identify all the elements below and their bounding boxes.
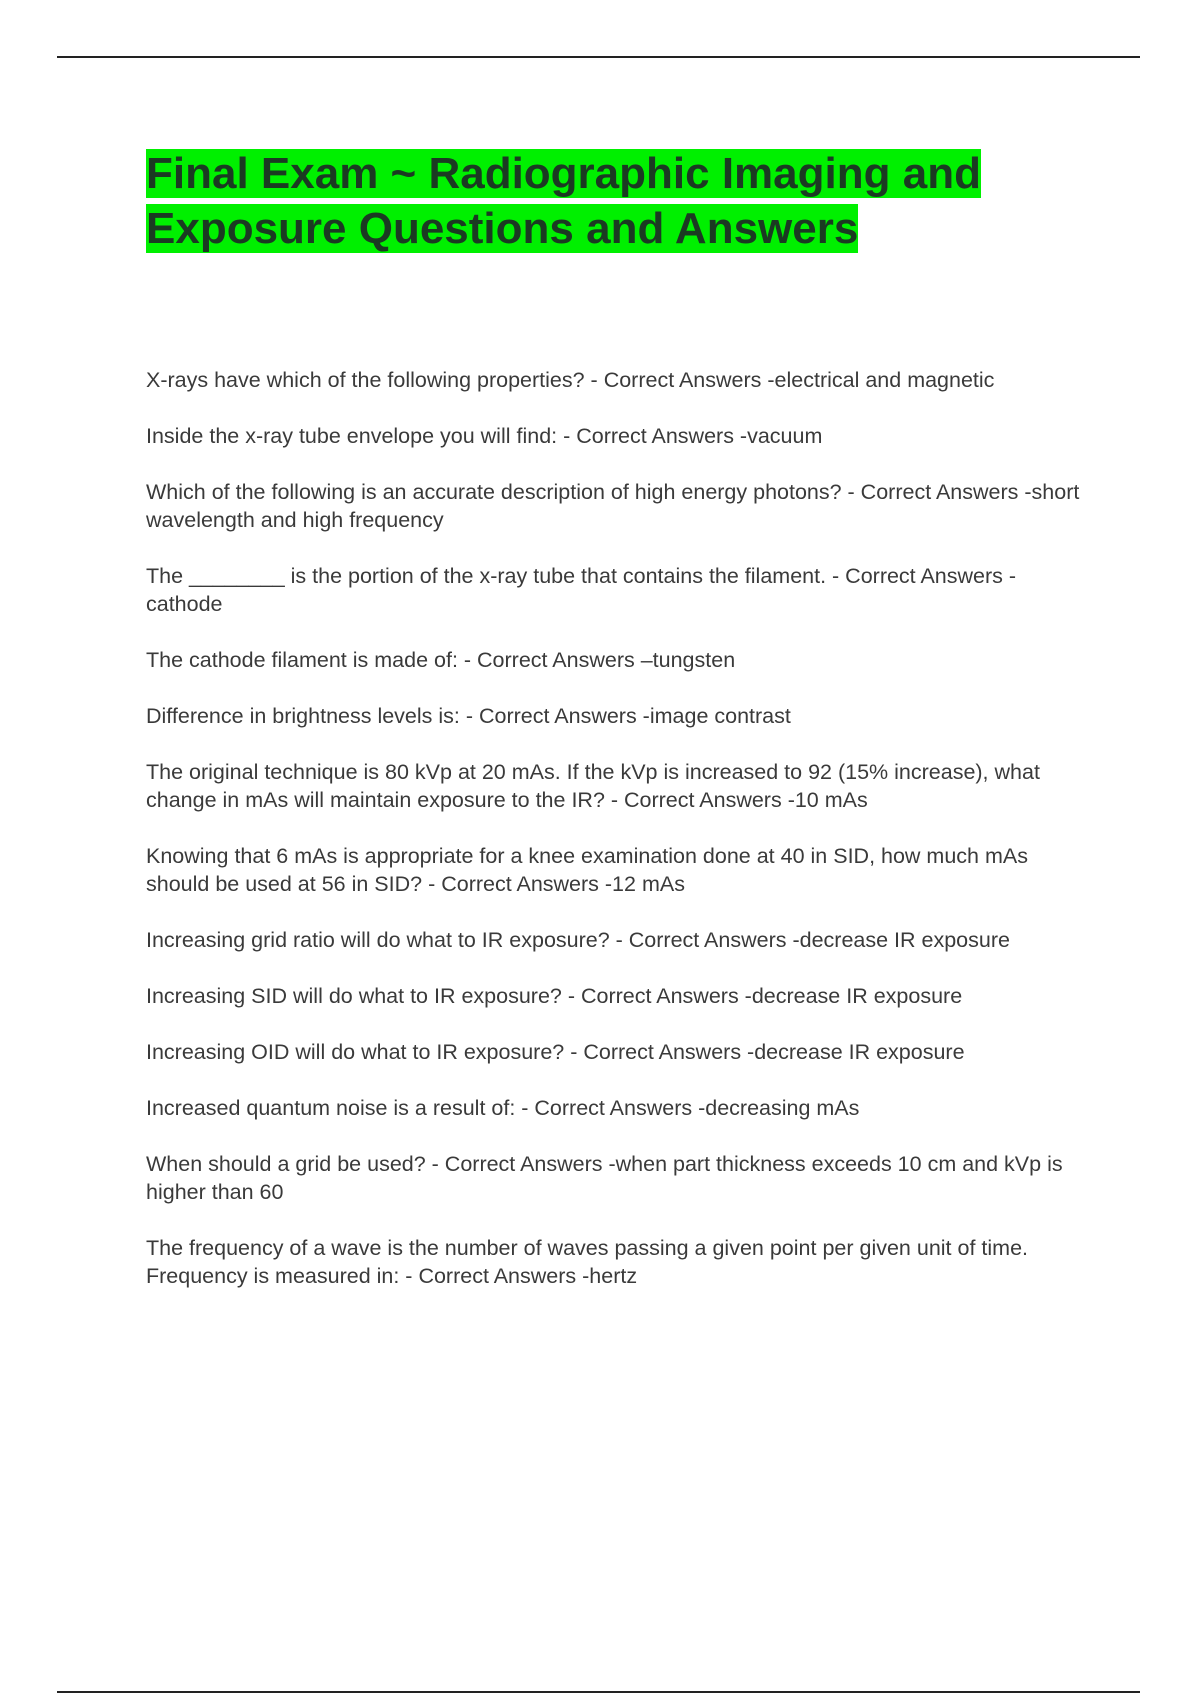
qa-item: When should a grid be used? - Correct Answers -when part thickness exceeds 10 cm and kVp is higher than 60 (146, 1152, 1063, 1204)
qa-item: The frequency of a wave is the number of waves passing a given point per given unit of time. Frequency is measured in: - Correct Answers -hertz (146, 1236, 1028, 1288)
footer-rule (57, 1691, 1140, 1693)
qa-item: X-rays have which of the following properties? - Correct Answers -electrical and magnetic (146, 368, 995, 392)
qa-item: Increasing SID will do what to IR exposure? - Correct Answers -decrease IR exposure (146, 984, 963, 1008)
qa-item: The cathode filament is made of: - Correct Answers –tungsten (146, 648, 736, 672)
document-title (146, 146, 1076, 256)
qa-item: Inside the x-ray tube envelope you will find: - Correct Answers -vacuum (146, 424, 823, 448)
qa-list (146, 366, 1091, 1318)
qa-item: Which of the following is an accurate description of high energy photons? - Correct Answers -short wavelength and high frequency (146, 480, 1080, 532)
title-highlight: Final Exam ~ Radiographic Imaging and Exposure Questions and Answers (146, 149, 981, 253)
qa-item: Increasing grid ratio will do what to IR exposure? - Correct Answers -decrease IR exposure (146, 928, 1010, 952)
qa-item: Difference in brightness levels is: - Correct Answers -image contrast (146, 704, 791, 728)
qa-item: Knowing that 6 mAs is appropriate for a knee examination done at 40 in SID, how much mAs should be used at 56 in SID? - Correct Answers -12 mAs (146, 844, 1028, 896)
qa-item: Increased quantum noise is a result of: - Correct Answers -decreasing mAs (146, 1096, 860, 1120)
qa-item: The original technique is 80 kVp at 20 mAs. If the kVp is increased to 92 (15% increase), what change in mAs will maintain exposure to the IR? - Correct Answers -10 mAs (146, 760, 1040, 812)
qa-item: The ________ is the portion of the x-ray tube that contains the filament. - Correct Answers -cathode (146, 564, 1017, 616)
qa-item: Increasing OID will do what to IR exposure? - Correct Answers -decrease IR exposure (146, 1040, 965, 1064)
header-rule (57, 56, 1140, 58)
